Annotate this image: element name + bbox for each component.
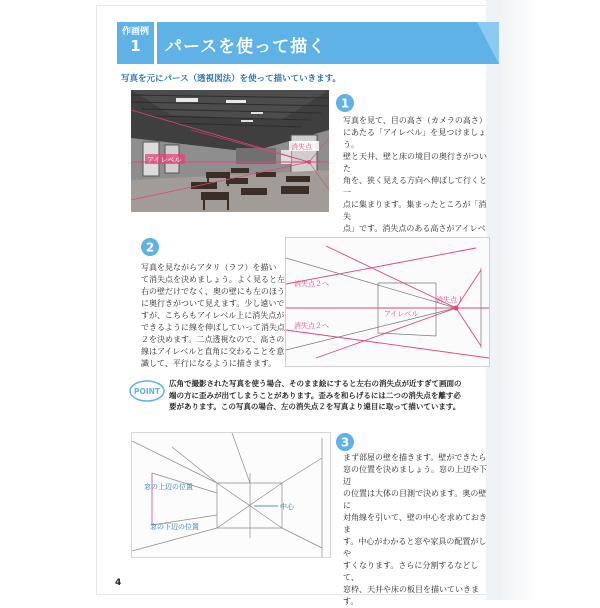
vanishing-point-marker xyxy=(307,160,311,164)
step-1-line: 写真を見て、目の高さ（カメラの高さ） xyxy=(343,116,487,125)
step-2-text xyxy=(141,262,286,370)
step-3-line: 対角線を引いて、壁の中心を求めておきま xyxy=(343,513,487,534)
chapter-number: 1 xyxy=(130,37,141,55)
point-line: 広角で撮影された写真を使う場合、そのまま絵にすると左右の消失点が近すぎて画面の xyxy=(169,379,462,388)
step-2-line: 右の壁だけでなく、奥の壁にも左のほう xyxy=(141,287,285,296)
step-1-line: 点に集まります。集まったところが「消失 xyxy=(343,200,487,221)
step-3-line: まず部屋の壁を描きます。壁ができたら xyxy=(343,453,487,462)
point-badge xyxy=(129,380,169,402)
step-2-line: に奥行きがついて見えます。少し遠いで xyxy=(141,299,285,308)
step-2-line: て消失点を決めましょう。よく見ると左 xyxy=(141,275,285,284)
vp2-top-label: 消失点２へ xyxy=(294,280,329,288)
point-badge-label: POINT xyxy=(133,387,161,396)
eye-level-label: アイレベル xyxy=(147,156,182,164)
step-3-number: 3 xyxy=(340,435,350,450)
point-line: 要があります。この写真の場合、左の消失点２を写真より遠目に取って描いています。 xyxy=(169,402,461,411)
page-number: 4 xyxy=(115,578,122,588)
center-label: 中心 xyxy=(280,503,294,511)
step-3-line: す。中心がわかると窓や家具の配置がしや xyxy=(343,537,487,558)
point-line: 端の方に歪みが出てしまうことがあります。歪みを和らげるには二つの消失点を離す必 xyxy=(169,390,461,400)
step-2-badge xyxy=(140,237,160,257)
window-bottom-label: 窓の下辺の位置 xyxy=(150,523,199,531)
step-2-line: 識して、平行になるように描きます。 xyxy=(141,359,277,368)
step-2-number: 2 xyxy=(145,240,155,255)
step-3-line: すくなります。さらに分割するなどして、 xyxy=(343,561,479,582)
step-3-text xyxy=(343,452,493,608)
vanishing-point-1-marker xyxy=(454,306,459,311)
step-3-line: 窓の位置を決めましょう。窓の上辺や下辺 xyxy=(343,465,487,486)
step-2-line: できるように線を伸ばしていって消失点 xyxy=(141,323,285,332)
vp1-label: 消失点１ xyxy=(436,296,464,304)
intro-text: 写真を元にパース（透視図法）を使って描いていきます。 xyxy=(121,74,341,84)
window-top-label: 窓の上辺の位置 xyxy=(144,483,193,491)
page-edge-shadow xyxy=(496,0,600,600)
step-1-number: 1 xyxy=(340,96,350,111)
step-1-line: 壁と天井、壁と床の境目の奥行きがついた xyxy=(343,152,487,173)
step-3-sketch xyxy=(131,432,331,558)
step-3-badge xyxy=(335,432,355,452)
step-2-line: すが、こちらもアイレベル上に消失点が xyxy=(141,311,285,320)
step-2-line: 線はアイレベルと直角に交わることを意 xyxy=(141,347,285,356)
vanishing-point-label: 消失点 xyxy=(291,143,312,151)
title-bar xyxy=(157,22,499,64)
step-2-line: ２を決めます。二点透視なので、高さの xyxy=(141,335,285,344)
step-2-sketch xyxy=(285,237,490,367)
page-title: パースを使って描く xyxy=(165,37,327,57)
vp2-bottom-label: 消失点２へ xyxy=(294,322,329,330)
step-1-line: にあたる「アイレベル」を見つけましょう。 xyxy=(343,128,487,149)
sketch-eye-level-label: アイレベル xyxy=(384,310,419,318)
step-1-line: 点」です。消失点のある高さがアイレベ xyxy=(343,224,486,233)
chapter-label: 作画例 xyxy=(121,27,149,37)
point-text xyxy=(169,378,479,413)
step-2-line: 写真を見ながらアタリ（ラフ）を描い xyxy=(141,263,277,272)
title-bar-corner xyxy=(477,22,499,64)
step-1-badge xyxy=(335,93,355,113)
classroom-photo xyxy=(131,90,329,212)
step-3-line: の位置は大体の目測で決めます。奥の壁に xyxy=(343,489,487,510)
chapter-tab xyxy=(117,22,154,64)
step-3-line: 窓枠、天井や床の板目を描いていきます。 xyxy=(343,585,479,606)
point-note xyxy=(129,376,484,426)
step-1-line: 角を、狭く見える方向へ伸ばして行くと一 xyxy=(343,176,487,197)
